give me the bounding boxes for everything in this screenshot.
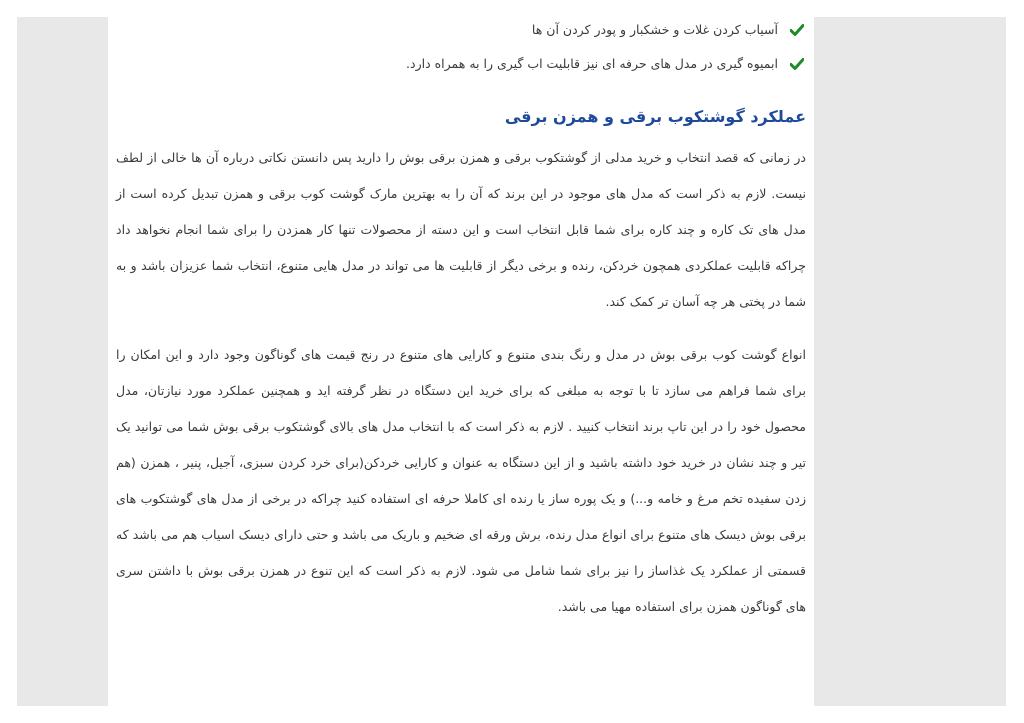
checklist-item (108, 17, 806, 51)
check-icon (788, 53, 806, 75)
body-paragraph: انواع گوشت کوب برقی بوش در مدل و رنگ بندی متنوع و کارایی های متنوع در رنج قیمت های گوناگون وجود دارد و این امکان را برای شما فراهم می سازد تا با توجه به مبلغی که برای خرید این دستگاه در نظر گرفته اید و همچنین عملکرد مورد نیازتان، مدل محصول خود را در این تاپ برند انتخاب کنیید . لازم به ذکر است که با انتخاب مدل های بالای گوشتکوب برقی بوش شما می توانید یک تیر و چند نشان در خرید خود داشته باشید و از این دستگاه به عنوان و کارایی خردکن(برای خرد کردن سبزی، آجیل، پنیر ، همزن (هم زدن سفیده تخم مرغ و خامه و...) و یک پوره ساز یا رنده ای کاملا حرفه ای استفاده کنید چراکه در برخی از مدل های گوشتکوب های برقی بوش دیسک های متنوع برای انواع مدل رنده، برش ورقه ای ضخیم و باریک می باشد و حتی دارای دیسک اسیاب هم می باشد که قسمتی از عملکرد یک غذاساز را نیز برای شما شامل می شود. لازم به ذکر است که این تنوع در همزن برقی بوش با داشتن سری های گوناگون همزن برای استفاده مهیا می باشد. (116, 347, 806, 614)
checklist-item (108, 51, 806, 85)
article-content (108, 17, 814, 706)
checklist-item-text: ابمیوه گیری در مدل های حرفه ای نیز قابلیت اب گیری را به همراه دارد. (406, 56, 778, 71)
check-icon (788, 19, 806, 41)
body-paragraph: در زمانی که قصد انتخاب و خرید مدلی از گوشتکوب برقی و همزن برقی بوش را دارید پس دانستن نکاتی درباره آن ها خالی از لطف نیست. لازم به ذکر است که مدل های موجود در این برند که آن را به بهترین مارک گوشت کوب برقی و همزن تبدیل کرده است از مدل های تک کاره و چند کاره برای شما قابل انتخاب است و این دسته از محصولات تنها کار همزدن را برای شما انجام نخواهد داد چراکه قابلیت عملکردی همچون خردکن، رنده و برخی دیگر از قابلیت ها می تواند در مدل هایی متنوع، انتخاب شما عزیزان باشد و به شما در پختی هر چه آسان تر کمک کند. (116, 150, 806, 309)
feature-checklist (108, 17, 814, 85)
checklist-item-text: آسیاب کردن غلات و خشکبار و پودر کردن آن ها (531, 22, 778, 37)
section-heading: عملکرد گوشتکوب برقی و همزن برقی (504, 107, 806, 126)
